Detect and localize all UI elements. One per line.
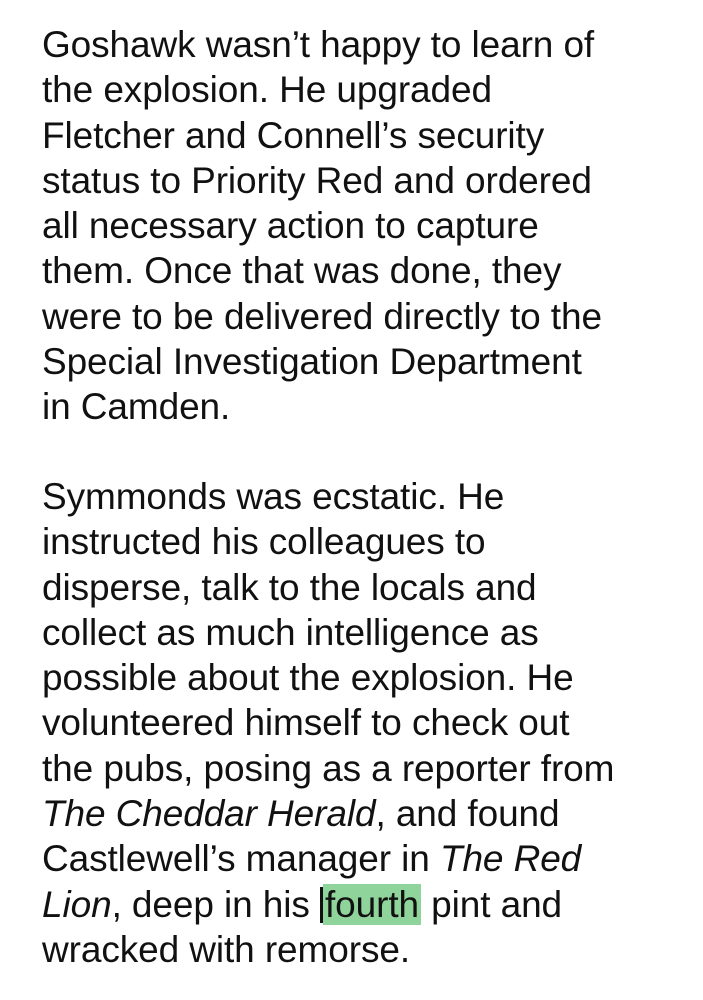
text-line: in Camden. [42,386,231,428]
text-line: the explosion. He upgraded [42,69,492,111]
text-line: instructed his colleagues to [42,521,486,563]
text-line: all necessary action to capture [42,205,539,247]
text-line: status to Priority Red and ordered [42,159,592,201]
text-line: them. Once that was done, they [42,250,562,292]
text-line [42,791,692,836]
text-line: the pubs, posing as a reporter from [42,747,615,789]
text-line: Fletcher and Connell’s security [42,114,545,156]
text-line: Symmonds was ecstatic. He [42,476,505,517]
text-segment: , deep in his [111,883,320,925]
italic-title: The Cheddar Herald [42,793,376,835]
text-line: collect as much intelligence as [42,611,539,653]
text-line: were to be delivered directly to the [42,295,602,337]
italic-title: The Red [439,838,582,880]
text-line: volunteered himself to check out [42,702,570,744]
text-segment: Castlewell’s manager in [42,838,440,880]
text-line: wracked with remorse. [42,928,411,970]
text-line: possible about the explosion. He [42,657,574,699]
text-segment: , and found [375,793,560,835]
text-line: Goshawk wasn’t happy to learn of [42,24,595,65]
text-line [42,882,692,927]
text-segment: pint and [420,883,563,925]
paragraph-2 [42,474,692,972]
paragraph-1 [42,22,692,430]
text-line: Special Investigation Department [42,341,582,383]
italic-title: Lion [42,883,112,925]
text-line: disperse, talk to the locals and [42,566,537,608]
highlighted-word[interactable]: fourth [324,883,419,925]
text-line [42,836,692,881]
